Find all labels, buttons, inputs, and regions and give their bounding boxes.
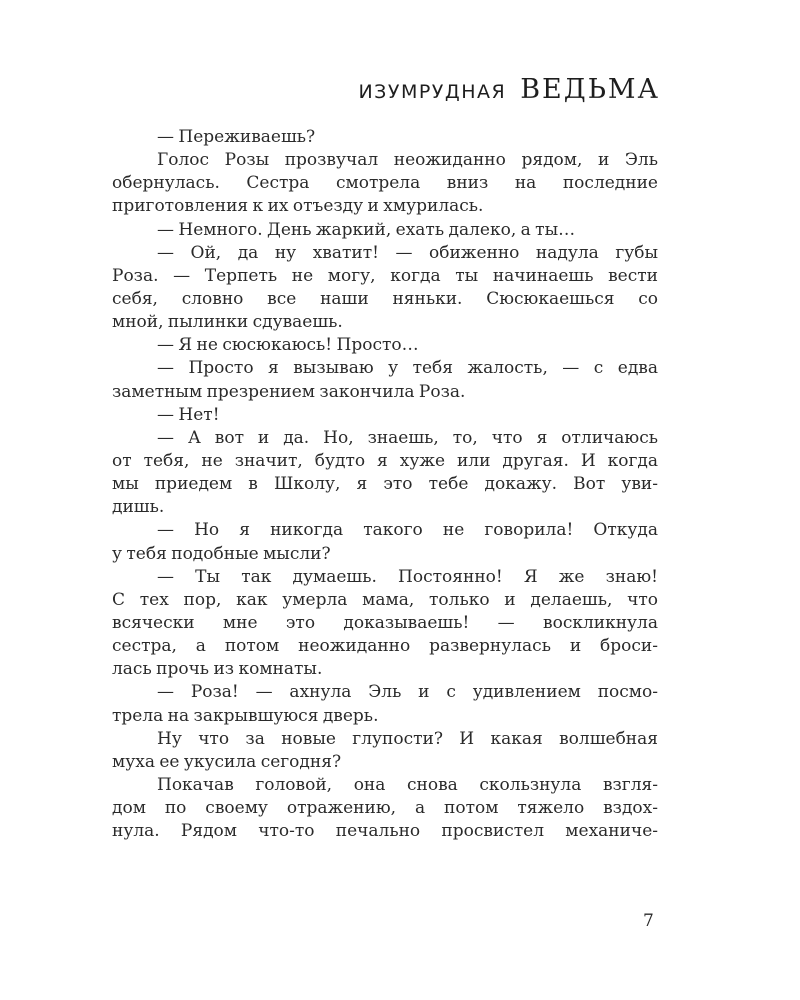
text-line: — Я не сюсюкаюсь! Просто… [157, 335, 419, 356]
text-line: Роза. — Терпеть не могу, когда ты начинаешь вести [112, 265, 658, 286]
text-line: — Роза! — ахнула Эль и с удивлением посмо- [157, 682, 658, 703]
text-line: — Немного. День жаркий, ехать далеко, а ты… [157, 219, 576, 240]
text-line: дом по своему отражению, а потом тяжело вздох- [112, 798, 658, 819]
text-line: — Ой, да ну хватит! — обиженно надула губы [157, 242, 658, 263]
text-line: дишь. [112, 497, 165, 518]
header-title-part1: ИЗУМРУДНАЯ [358, 81, 507, 103]
text-line: приготовления к их отъезду и хмурилась. [112, 196, 484, 217]
text-line: — А вот и да. Но, знаешь, то, что я отличаюсь [157, 427, 658, 448]
text-line: Голос Розы прозвучал неожиданно рядом, и Эль [157, 150, 658, 171]
text-line: мы приедем в Школу, я это тебе докажу. Вот уви- [112, 474, 658, 495]
running-header [358, 74, 660, 105]
text-line: у тебя подобные мысли? [112, 543, 331, 564]
text-line: заметным презрением закончила Роза. [112, 381, 466, 402]
text-line: нула. Рядом что-то печально просвистел механиче- [112, 821, 658, 842]
text-line: лась прочь из комнаты. [112, 659, 323, 680]
text-line: сестра, а потом неожиданно развернулась и броси- [112, 636, 658, 657]
page-body-text [112, 126, 658, 843]
text-line: — Но я никогда такого не говорила! Откуда [157, 520, 658, 541]
text-line: — Просто я вызываю у тебя жалость, — с едва [157, 358, 658, 379]
text-line: — Ты так думаешь. Постоянно! Я же знаю! [157, 566, 658, 587]
text-line: муха ее укусила сегодня? [112, 751, 342, 772]
text-line: Ну что за новые глупости? И какая волшебная [157, 728, 658, 749]
text-line: трела на закрывшуюся дверь. [112, 705, 379, 726]
text-line: себя, словно все наши няньки. Сюсюкаешься со [112, 288, 658, 309]
text-line: — Переживаешь? [157, 127, 316, 147]
text-line: — Нет! [157, 404, 220, 425]
text-line: С тех пор, как умерла мама, только и делаешь, что [112, 589, 658, 610]
page-number: 7 [643, 911, 654, 931]
text-line: Покачав головой, она снова скользнула взгля- [157, 774, 658, 795]
text-line: всячески мне это доказываешь! — воскликнула [112, 612, 658, 633]
text-line: от тебя, не значит, будто я хуже или другая. И когда [112, 450, 658, 471]
text-line: мной, пылинки сдуваешь. [112, 312, 343, 333]
text-line: обернулась. Сестра смотрела вниз на последние [112, 173, 658, 194]
header-title-part2: ВЕДЬМА [520, 74, 660, 105]
